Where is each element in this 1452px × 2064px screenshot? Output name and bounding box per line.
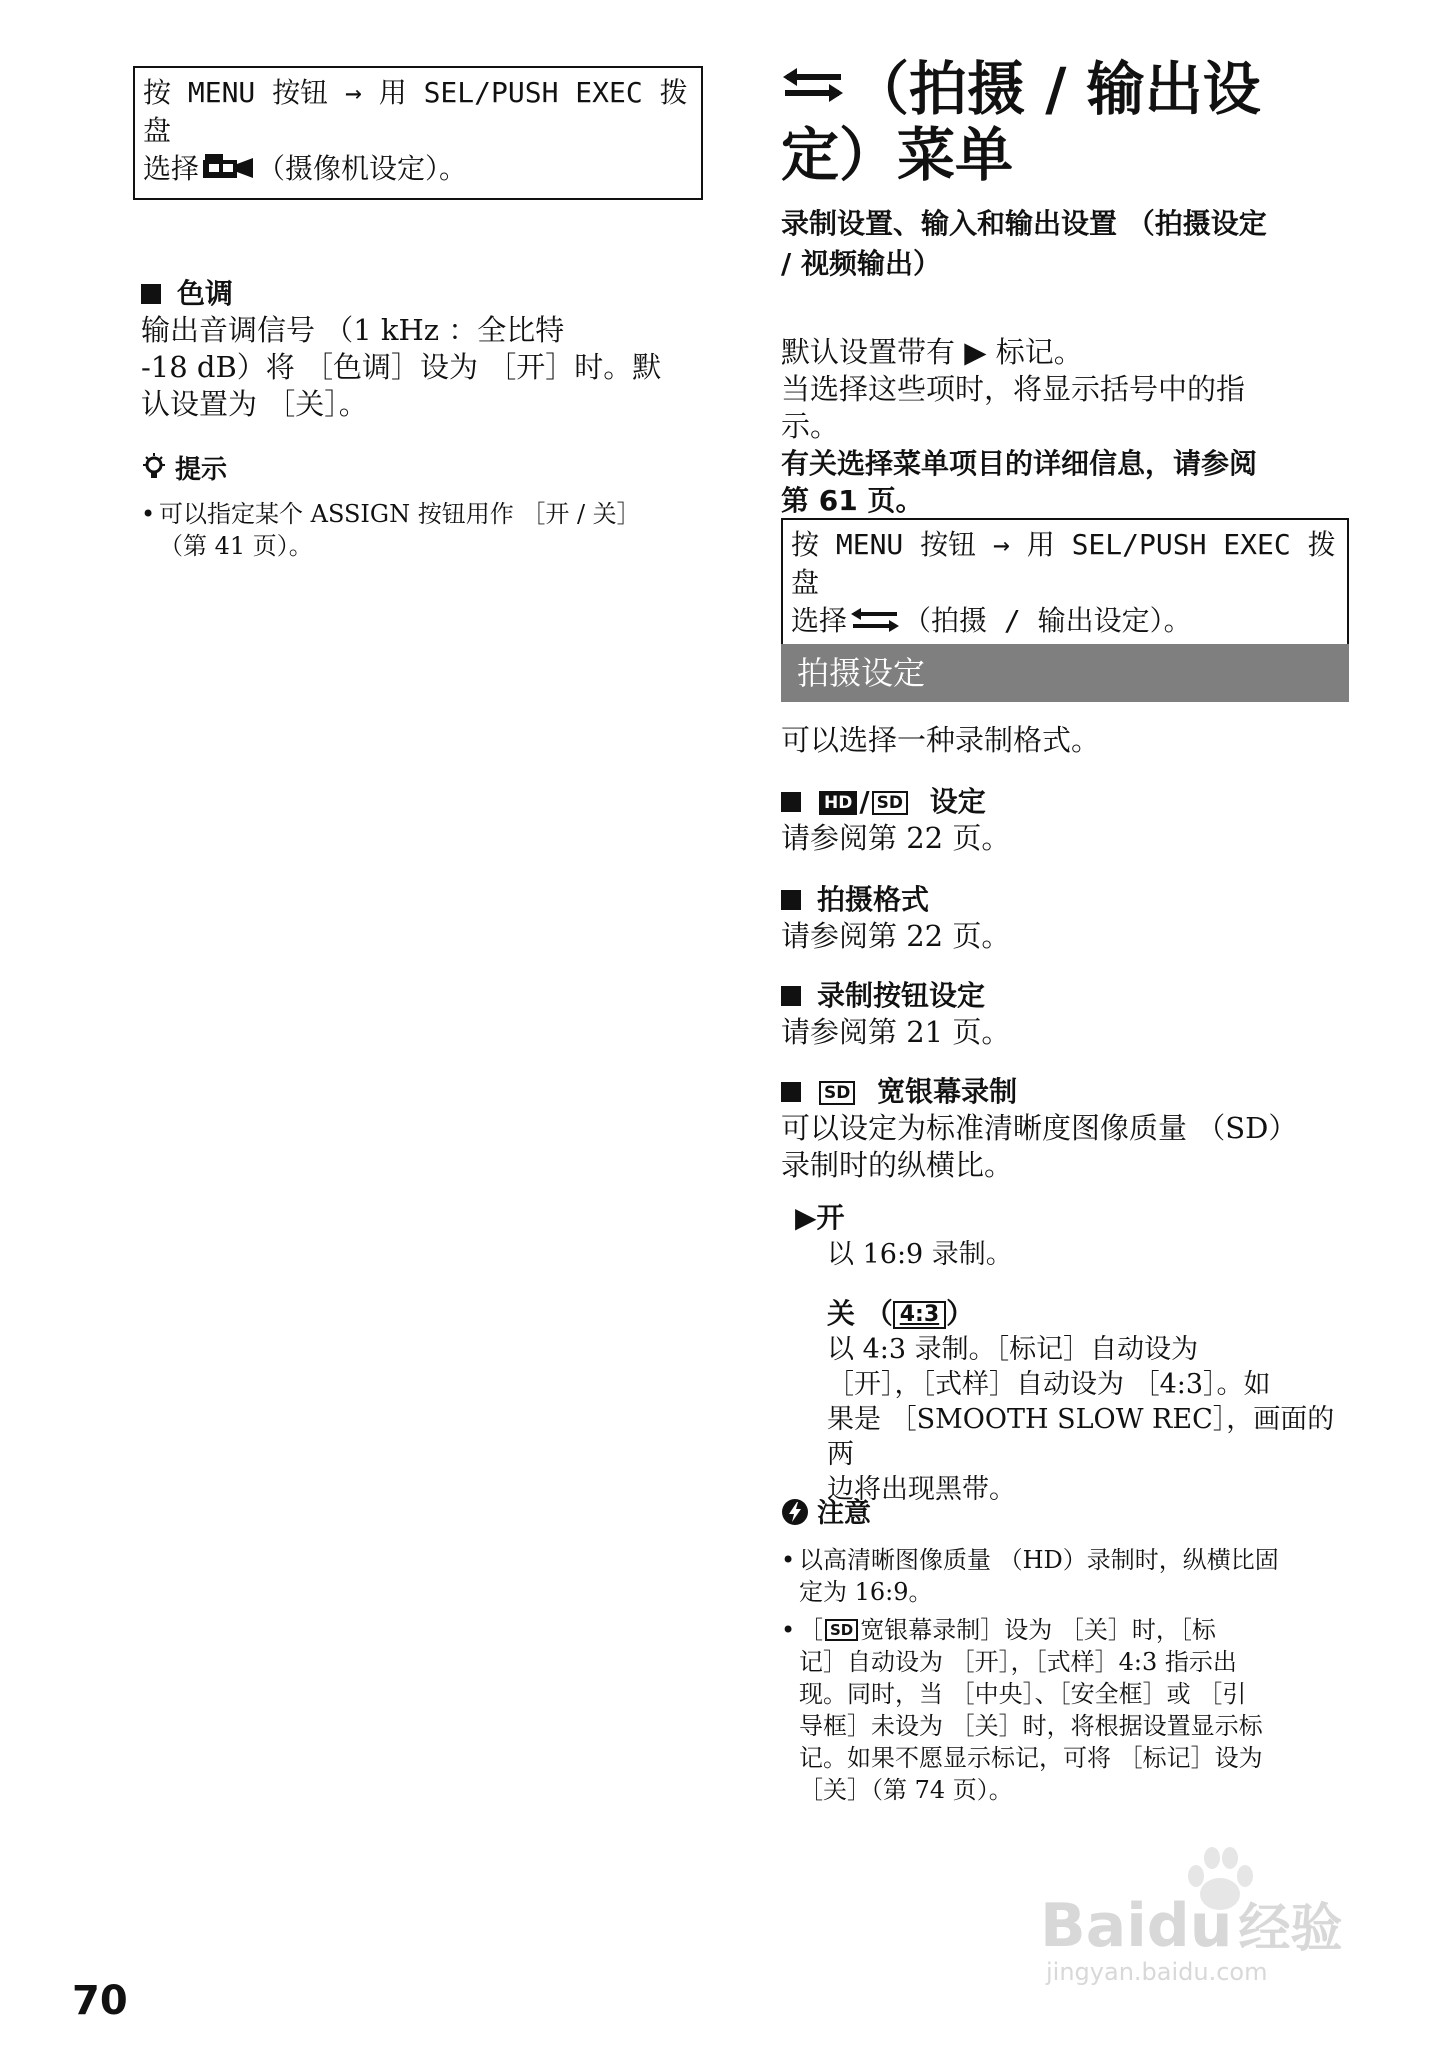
sd-badge-icon: SD (825, 1619, 858, 1641)
item-shooting-format: 拍摄格式 请参阅第 22 页。 (781, 883, 1011, 953)
square-bullet-icon (781, 890, 801, 910)
menu-instruction-box: 按 MENU 按钮 → 用 SEL/PUSH EXEC 拨盘 选择 （拍摄 / 输出设定）。 (781, 518, 1349, 652)
sd-badge-icon: SD (872, 791, 908, 815)
item-wide-rec: SD 宽银幕录制 可以设定为标准清晰度图像质量 （SD） 录制时的纵横比。 (781, 1075, 1298, 1182)
item-record-button-setting: 录制按钮设定 请参阅第 21 页。 (781, 979, 1011, 1049)
note-block: 注意 • 以高清晰图像质量 （HD）录制时，纵横比固 定为 16:9。 • ［ SD 宽银幕录制］设为 ［关］时，［标 记］自动设为 ［开］，［式样］4:3 指示出 现。同时，当 ［中央］、［安全框］或 ［引 导框］未设为 ［关］时，将根据设置显示标 记。如果不愿显示标记，可将 ［标记］设为 ［关］（第 74 页）。 (781, 1496, 1351, 1806)
square-bullet-icon (781, 792, 801, 812)
item-body: 输出音调信号 （1 kHz ：全比特 -18 dB）将 ［色调］设为 ［开］时。默 认设置为 ［关］。 (141, 313, 662, 421)
camera-icon (201, 152, 255, 192)
option-on: ▶开 以 16:9 录制。 (795, 1201, 1013, 1270)
transfer-arrows-icon (781, 52, 845, 118)
tip-block (141, 452, 711, 562)
section-header: 拍摄设定 (781, 644, 1349, 702)
tip-bullet: • 可以指定某个 ASSIGN 按钮用作 ［开 / 关］ （第 41 页）。 (141, 498, 711, 562)
warning-icon (781, 1498, 809, 1536)
item-tone (141, 276, 711, 423)
square-bullet-icon (781, 986, 801, 1006)
menu-box-line1: 按 MENU 按钮 → 用 SEL/PUSH EXEC 拨盘 (143, 76, 688, 147)
page-number: 70 (72, 1978, 128, 2024)
sd-badge-icon: SD (819, 1081, 855, 1105)
square-bullet-icon (141, 284, 161, 304)
item-heading: 色调 (141, 276, 711, 312)
watermark-url: jingyan.baidu.com (1046, 1958, 1268, 1986)
square-bullet-icon (781, 1082, 801, 1102)
page-subtitle: 录制设置、输入和输出设置 （拍摄设定 / 视频输出） (781, 207, 1267, 280)
watermark-brand: Baidu 经验 (1040, 1891, 1343, 1961)
hd-badge-icon: HD (819, 791, 857, 815)
ratio-4-3-icon: 4:3 (893, 1301, 946, 1329)
section-intro: 可以选择一种录制格式。 (781, 723, 1101, 757)
menu-instruction-box (133, 66, 703, 200)
transfer-arrows-icon (849, 606, 901, 644)
note-bullet: • 以高清晰图像质量 （HD）录制时，纵横比固 定为 16:9。 (781, 1544, 1351, 1608)
intro-text: 默认设置带有 ▶ 标记。 当选择这些项时，将显示括号中的指 示。 有关选择菜单项目的详细信息，请参阅 第 61 页。 (781, 335, 1258, 517)
menu-box-line2: 选择 （摄像机设定）。 (143, 150, 693, 192)
tip-heading: 提示 (141, 452, 711, 492)
option-off: 关 （ 4:3 ） 以 4:3 录制。［标记］自动设为 ［开］，［式样］自动设为 ［4:3］。如 果是 ［SMOOTH SLOW REC］，画面的两 边将出现黑带。 (827, 1297, 1335, 1505)
lightbulb-icon (141, 452, 167, 492)
baidu-watermark (1040, 1846, 1360, 1996)
page-title: （拍摄 / 输出设 定）菜单 (781, 52, 1361, 188)
item-hd-sd-setting: HD / SD 设定 请参阅第 22 页。 (781, 785, 1011, 855)
note-bullet: • ［ SD 宽银幕录制］设为 ［关］时，［标 记］自动设为 ［开］，［式样］4:3 指示出 现。同时，当 ［中央］、［安全框］或 ［引 导框］未设为 ［关］时，将根据设置显示标 记。如果不愿显示标记，可将 ［标记］设为 ［关］（第 74 页）。 (781, 1614, 1351, 1806)
